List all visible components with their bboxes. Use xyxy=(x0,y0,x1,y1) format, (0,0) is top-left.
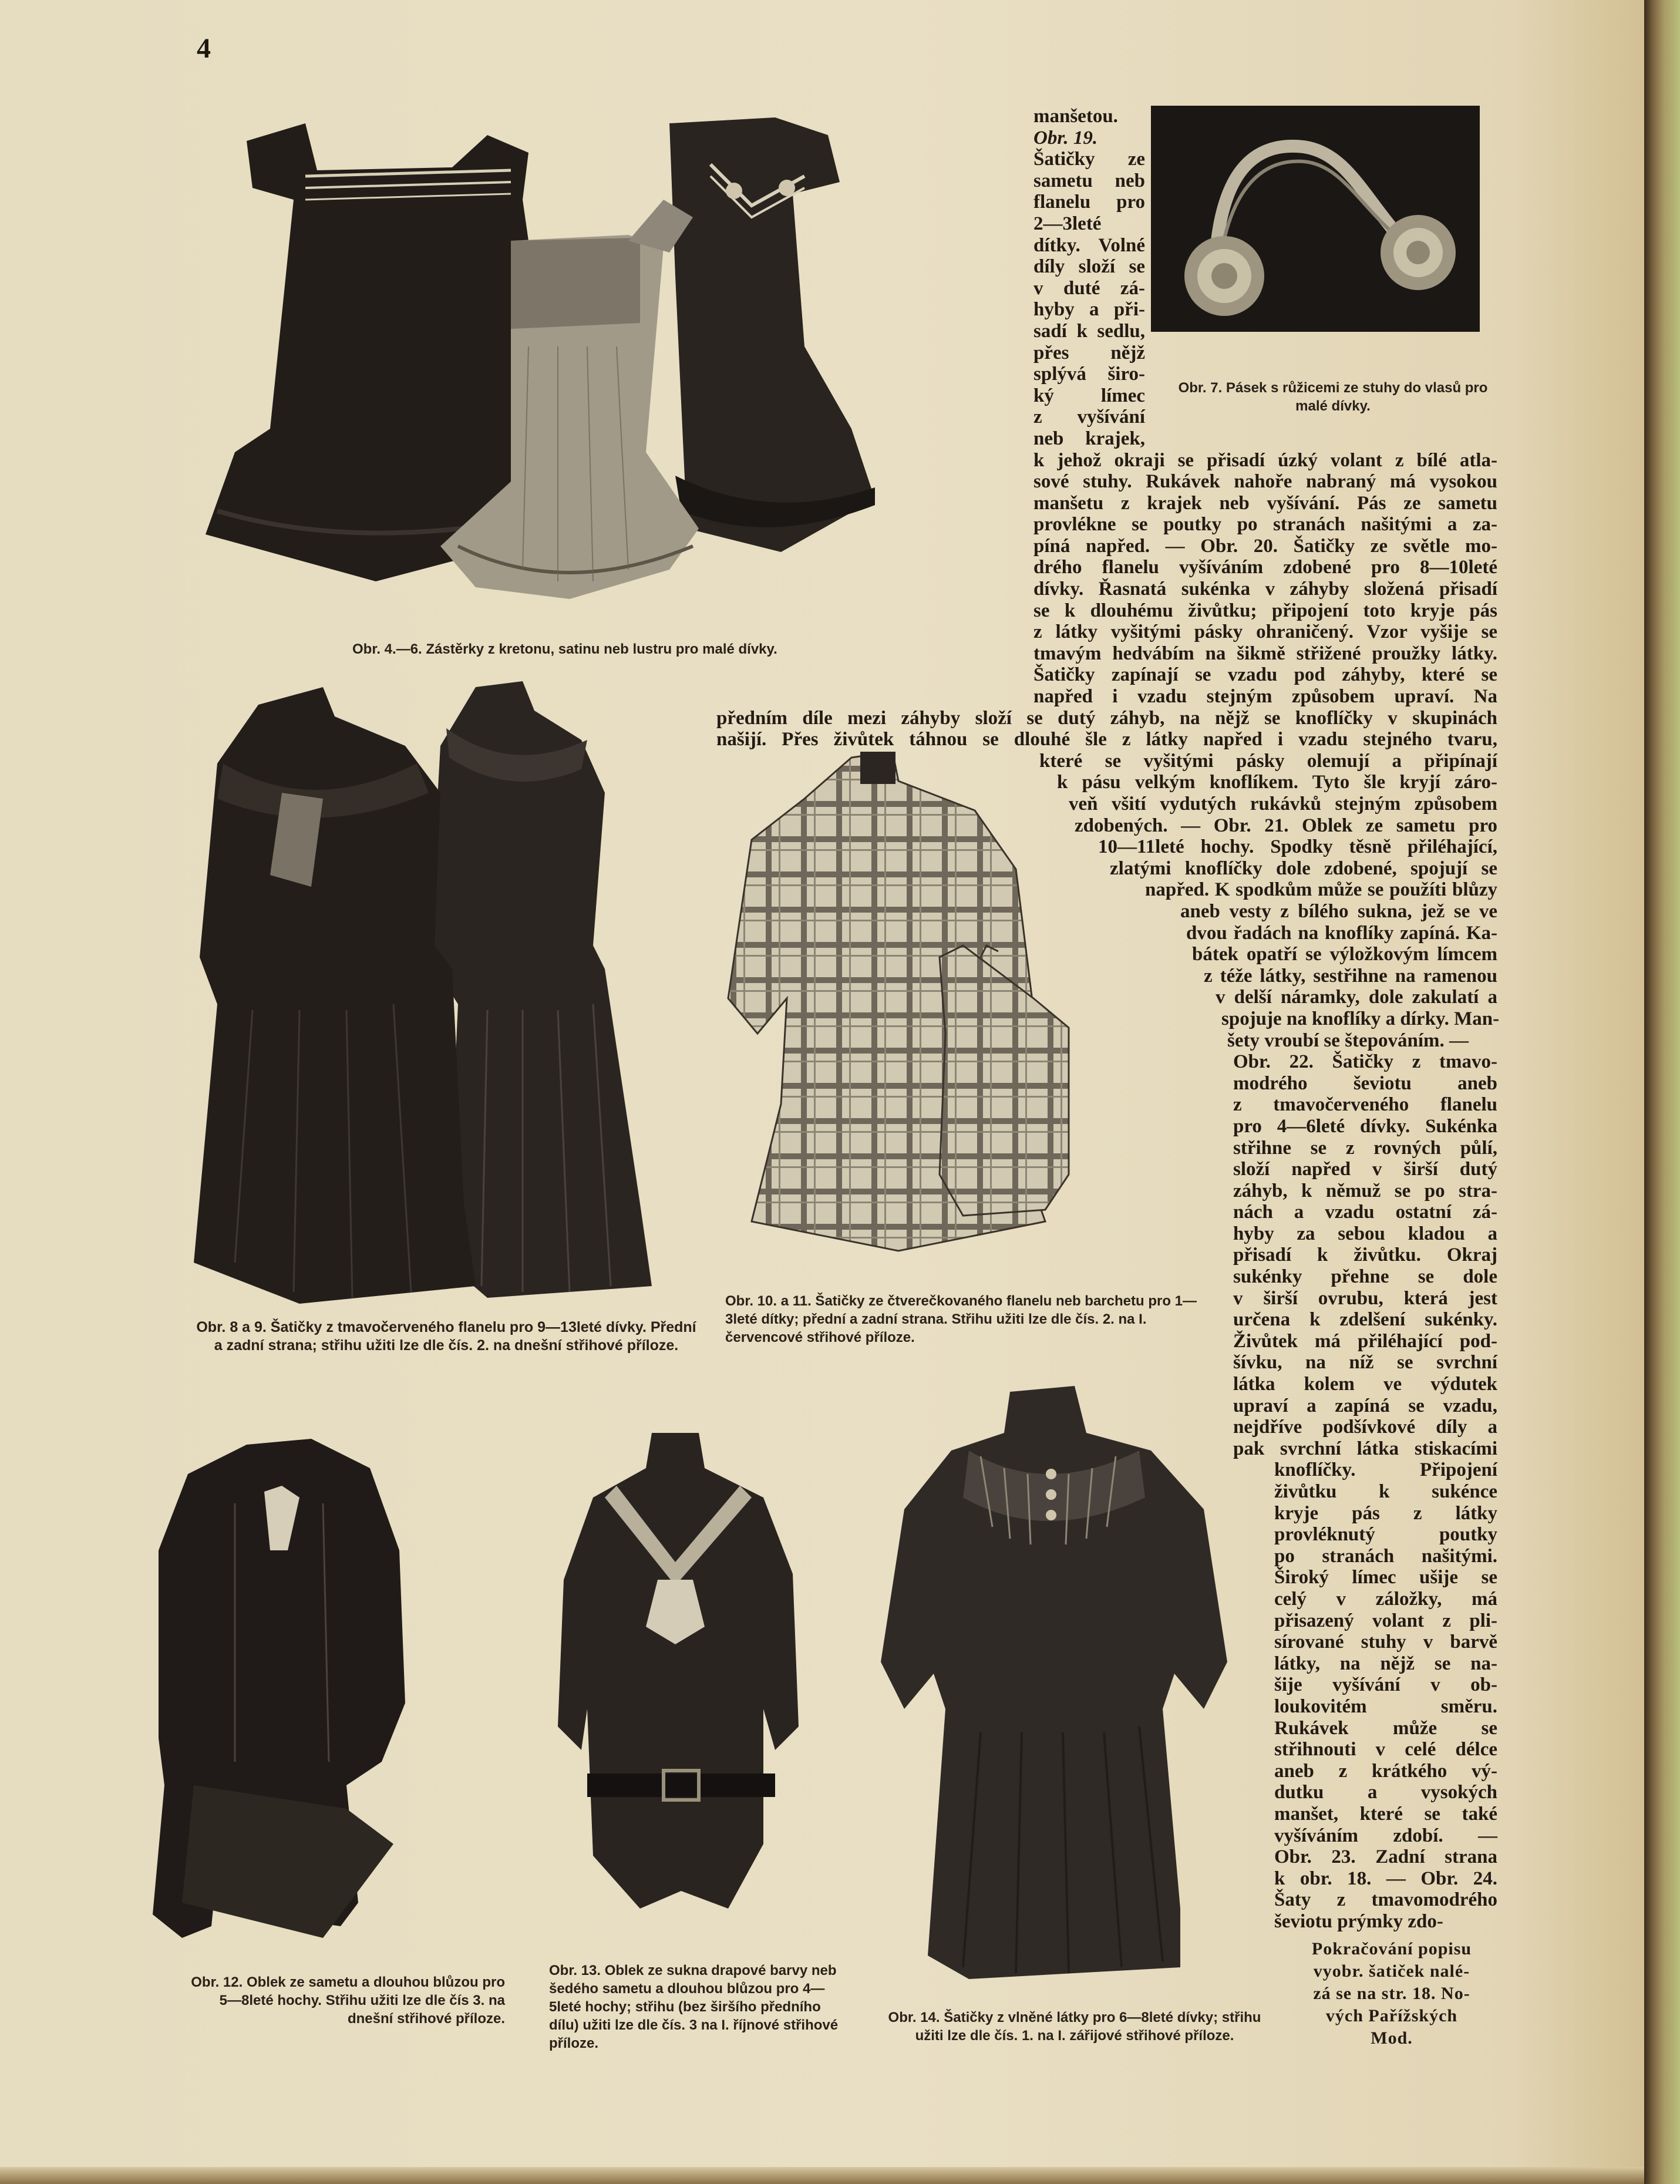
text-line: manšet, které se také xyxy=(1274,1803,1497,1825)
text-line: přisadí k živůtku. Okraj xyxy=(1233,1244,1497,1266)
text-line: k obr. 18. — Obr. 24. xyxy=(1274,1867,1497,1889)
text-line: přes nějž xyxy=(1033,342,1145,364)
book-binding-edge xyxy=(1644,0,1680,2184)
text-line: Obr. 23. Zadní strana xyxy=(1274,1846,1497,1868)
text-line: předním díle mezi záhyby složí se dutý záhyb, na nějž se knoflíčky v skupinách xyxy=(716,707,1497,729)
text-line: 10—11leté hochy. Spodky těsně přiléhající, xyxy=(1098,836,1497,858)
text-line last: ševiotu prýmky zdo- xyxy=(1274,1910,1443,1932)
text-line: sové stuhy. Rukávek nahoře nabraný má vysokou xyxy=(1033,471,1497,493)
text-line: šety vroubí se štepováním. — xyxy=(1227,1029,1469,1051)
figure-8-9-caption: Obr. 8 a 9. Šatičky z tmavočerveného flanelu pro 9—13leté dívky. Přední a zadní strana; střihu užiti lze dle čís. 2. na dnešní střihové příloze. xyxy=(196,1319,696,1354)
text-line: které se vyšitými pásky olemují a připínají xyxy=(1039,750,1497,772)
continuation-line: vyobr. šatiček nalé- xyxy=(1313,1961,1470,1981)
text-line: bátek opatří se výložkovým límcem xyxy=(1192,944,1497,965)
page-bottom-edge xyxy=(0,2167,1644,2184)
continuation-line: Mod. xyxy=(1371,2028,1413,2048)
text-line: nách a vzadu ostatní zá- xyxy=(1233,1202,1497,1223)
text-line: látka kolem ve výdutek xyxy=(1233,1374,1497,1395)
text-line: Obr. 19. xyxy=(1033,127,1098,149)
text-line: po stranách našitými. xyxy=(1274,1545,1497,1567)
text-line: Živůtek má přiléhající pod- xyxy=(1233,1330,1497,1352)
text-line: provléknutý poutky xyxy=(1274,1524,1497,1546)
text-line: dvou řadách na knoflíky zapíná. Ka- xyxy=(1186,922,1497,944)
text-line: z látky vyšitými pásky ohraničený. Vzor vyšije se xyxy=(1033,621,1497,643)
text-line: našijí. Přes živůtek táhnou se dlouhé šle z látky napřed i vzadu stejného tvaru, xyxy=(716,729,1497,751)
text-line: tmavým hedvábím na šikmě střižené proužky látky. xyxy=(1033,642,1497,664)
text-line: Šatičky zapínají se vzadu pod záhyby, které se xyxy=(1033,664,1497,686)
text-line: sadí k sedlu, xyxy=(1033,320,1145,342)
text-line: zdobených. — Obr. 21. Oblek ze sametu pro xyxy=(1075,815,1497,836)
text-line: pak svrchní látka stiskacími xyxy=(1233,1438,1497,1459)
text-line: živůtku k sukénce xyxy=(1274,1481,1497,1502)
text-line: veň všití vydutých rukávků stejným způsobem xyxy=(1069,793,1497,815)
text-line: k jehož okraji se přisadí úzký volant z bílé atla- xyxy=(1033,449,1497,471)
text-line: v duté zá- xyxy=(1033,277,1145,299)
text-line: díly složí se xyxy=(1033,256,1145,278)
text-line: napřed i vzadu stejným způsobem upraví. Na xyxy=(1033,686,1497,708)
figure-12-velvet-suit-illustration xyxy=(147,1433,423,1950)
text-line: modrého ševiotu aneb xyxy=(1233,1072,1497,1094)
text-line: látky, na nějž se na- xyxy=(1274,1653,1497,1674)
text-line: manšetou. xyxy=(1033,106,1118,127)
text-line: hyby za sebou kladou a xyxy=(1233,1223,1497,1244)
text-line: střihnouti v celé délce xyxy=(1274,1739,1497,1761)
text-line: Šaty z tmavomodrého xyxy=(1274,1889,1497,1911)
text-line: píná napřed. — Obr. 20. Šatičky ze světle mo- xyxy=(1033,535,1497,557)
text-line: nejdříve podšívkové díly a xyxy=(1233,1416,1497,1438)
text-line: určena k zdelšení sukénky. xyxy=(1233,1309,1497,1331)
text-line: střihne se z rovných půlí, xyxy=(1233,1137,1497,1159)
text-line: drého flanelu vyšíváním zdobené pro 8—10leté xyxy=(1033,557,1497,578)
article-body-text xyxy=(716,106,1500,1938)
text-line: neb krajek, xyxy=(1033,428,1145,449)
text-line: spojuje na knoflíky a dírky. Man- xyxy=(1221,1008,1500,1029)
text-line: z tmavočerveného flanelu xyxy=(1233,1094,1497,1116)
text-line: provlékne se poutky po stranách našitými a za- xyxy=(1033,514,1497,536)
figure-4-6-caption: Obr. 4.—6. Zástěrky z kretonu, satinu neb lustru pro malé dívky. xyxy=(352,641,777,657)
text-line: šívku, na níž se svrchní xyxy=(1233,1352,1497,1374)
text-line: knoflíčky. Připojení xyxy=(1274,1459,1497,1481)
text-line: se k dlouhému živůtku; připojení toto kryje pás xyxy=(1033,600,1497,621)
continuation-note xyxy=(1280,1938,1503,2050)
text-line: sametu neb xyxy=(1033,170,1145,191)
text-line: aneb vesty z bílého sukna, jež se ve xyxy=(1180,900,1497,922)
text-line: vyšíváním zdobí. — xyxy=(1274,1825,1497,1846)
figure-14-caption: Obr. 14. Šatičky z vlněné látky pro 6—8leté dívky; střihu užiti lze dle čís. 1. na I. zářijové střihové příloze. xyxy=(888,2010,1261,2044)
continuation-line: zá se na str. 18. No- xyxy=(1313,1984,1470,2003)
text-line: záhyb, k němuž se po stra- xyxy=(1233,1180,1497,1202)
text-line: dívky. Řasnatá sukénka v záhyby složená přisadí xyxy=(1033,578,1497,600)
figure-12-caption: Obr. 12. Oblek ze sametu a dlouhou blůzou pro 5—8leté hochy. Střihu užiti lze dle čís 3. na dnešní střihové příloze. xyxy=(191,1974,505,2027)
text-line: v širší ovrubu, která jest xyxy=(1233,1287,1497,1309)
text-line: kryje pás z látky xyxy=(1274,1502,1497,1524)
text-line: upraví a zapíná se vzadu, xyxy=(1233,1395,1497,1416)
figure-7-caption: Obr. 7. Pásek s růžicemi ze stuhy do vlasů pro malé dívky. xyxy=(1178,380,1488,414)
text-line: flanelu pro xyxy=(1033,191,1145,213)
figure-8-9-dresses-illustration xyxy=(182,675,687,1304)
text-line: ký límec xyxy=(1033,385,1145,406)
text-line: z téže látky, sestřihne na ramenou xyxy=(1204,965,1497,987)
text-line: dítky. Volné xyxy=(1033,234,1145,256)
text-line: Obr. 22. Šatičky z tmavo- xyxy=(1233,1051,1497,1073)
text-line: z vyšívání xyxy=(1033,406,1145,428)
text-line: sírované stuhy v barvě xyxy=(1274,1631,1497,1653)
text-line: v delší náramky, dole zakulatí a xyxy=(1216,987,1497,1008)
text-line: splývá širo- xyxy=(1033,364,1145,385)
text-line: zlatými knoflíčky dole zdobené, spojují se xyxy=(1110,857,1497,879)
text-line: složí napřed v širší dutý xyxy=(1233,1159,1497,1180)
figure-10-11-caption: Obr. 10. a 11. Šatičky ze čtverečkovaného flanelu neb barchetu pro 1—3leté dítky; přední a zadní strana. Střihu užiti lze dle čís. 2. na I. červencové střihové příloze. xyxy=(725,1293,1197,1345)
continuation-line: Pokračování popisu xyxy=(1311,1939,1472,1958)
text-line: pro 4—6leté dívky. Sukénka xyxy=(1233,1115,1497,1137)
figure-13-caption: Obr. 13. Oblek ze sukna drapové barvy neb šedého sametu a dlouhou blůzou pro 4—5leté hochy; střihu (bez širšího předního dílu) užiti lze dle čís. 3 na I. říjnové střihové příloze. xyxy=(549,1963,839,2051)
text-line: napřed. K spodkům může se použíti blůzy xyxy=(1145,879,1497,901)
text-line: přisazený volant z pli- xyxy=(1274,1610,1497,1631)
text-line: šije vyšívání v ob- xyxy=(1274,1674,1497,1696)
text-line: sukénky přehne se dole xyxy=(1233,1266,1497,1288)
page-number: 4 xyxy=(197,33,211,64)
text-line: celý v záložky, má xyxy=(1274,1588,1497,1610)
continuation-line: vých Pařížských xyxy=(1325,2006,1458,2025)
text-line: k pásu velkým knoflíkem. Tyto šle kryjí záro- xyxy=(1057,772,1497,793)
text-line: Šatičky ze xyxy=(1033,149,1145,170)
text-line: loukovitém směru. xyxy=(1274,1695,1497,1717)
text-line: dutku a vysokých xyxy=(1274,1782,1497,1803)
text-line: aneb z krátkého vý- xyxy=(1274,1760,1497,1782)
text-line: Široký límec ušije se xyxy=(1274,1567,1497,1589)
text-line: hyby a při- xyxy=(1033,299,1145,321)
text-line: manšetu z krajek neb vyšívání. Pás ze sametu xyxy=(1033,492,1497,514)
text-line: Rukávek může se xyxy=(1274,1717,1497,1739)
text-line: 2—3leté xyxy=(1033,213,1102,234)
